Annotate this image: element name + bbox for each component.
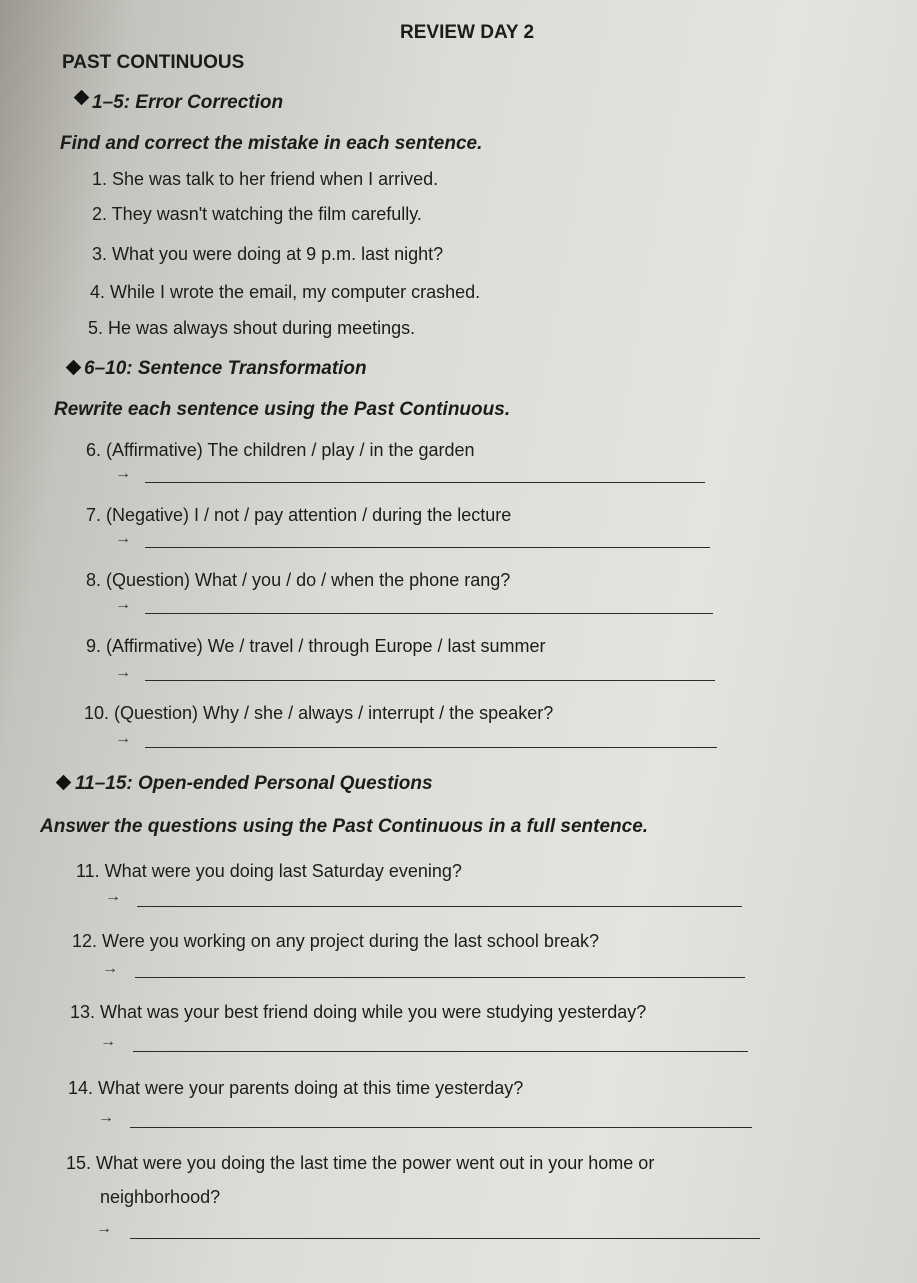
answer-line-9[interactable] [145,680,715,681]
arrow-icon: → [115,596,131,613]
answer-line-10[interactable] [145,747,717,748]
answer-line-14[interactable] [130,1127,752,1128]
question-11: 11. What were you doing last Saturday evening? [76,861,462,881]
answer-line-7[interactable] [145,547,710,548]
question-3: 3. What you were doing at 9 p.m. last night? [92,244,444,264]
arrow-icon: → [115,465,131,482]
section3-heading: 11–15: Open-ended Personal Questions [75,773,433,794]
answer-line-13[interactable] [133,1051,748,1052]
question-5: 5. He was always shout during meetings. [88,318,416,338]
question-7: 7. (Negative) I / not / pay attention / during the lecture [86,505,512,525]
section2-heading: 6–10: Sentence Transformation [84,358,367,379]
question-15-continuation: neighborhood? [100,1187,221,1207]
arrow-icon: → [115,530,131,547]
section1-heading: 1–5: Error Correction [92,92,284,113]
topic-heading: PAST CONTINUOUS [62,52,245,73]
question-9: 9. (Affirmative) We / travel / through Europe / last summer [86,636,546,656]
arrow-icon: → [115,664,131,681]
question-10: 10. (Question) Why / she / always / interrupt / the speaker? [84,703,554,723]
bullet-diamond-icon [74,90,90,106]
question-14: 14. What were your parents doing at this time yesterday? [68,1078,524,1098]
question-8: 8. (Question) What / you / do / when the phone rang? [86,570,511,590]
section2-instruction: Rewrite each sentence using the Past Continuous. [54,399,511,420]
arrow-icon: → [105,888,121,905]
arrow-icon: → [98,1109,114,1126]
arrow-icon: → [102,960,118,977]
arrow-icon: → [96,1220,112,1237]
answer-line-11[interactable] [137,906,742,907]
question-1: 1. She was talk to her friend when I arrived. [92,169,439,189]
answer-line-15[interactable] [130,1238,760,1239]
worksheet-title: REVIEW DAY 2 [400,22,535,43]
question-12: 12. Were you working on any project during the last school break? [72,931,599,951]
answer-line-12[interactable] [135,977,745,978]
question-6: 6. (Affirmative) The children / play / in the garden [86,440,475,460]
arrow-icon: → [100,1033,116,1050]
answer-line-8[interactable] [145,613,713,614]
bullet-diamond-icon [66,360,82,376]
question-13: 13. What was your best friend doing while you were studying yesterday? [70,1002,647,1022]
section1-instruction: Find and correct the mistake in each sentence. [60,133,483,154]
bullet-diamond-icon [56,775,72,791]
question-4: 4. While I wrote the email, my computer crashed. [90,282,481,302]
question-2: 2. They wasn't watching the film carefully. [92,204,422,224]
section3-instruction: Answer the questions using the Past Continuous in a full sentence. [40,816,649,837]
arrow-icon: → [115,730,131,747]
question-15: 15. What were you doing the last time the power went out in your home or [66,1153,655,1173]
answer-line-6[interactable] [145,482,705,483]
